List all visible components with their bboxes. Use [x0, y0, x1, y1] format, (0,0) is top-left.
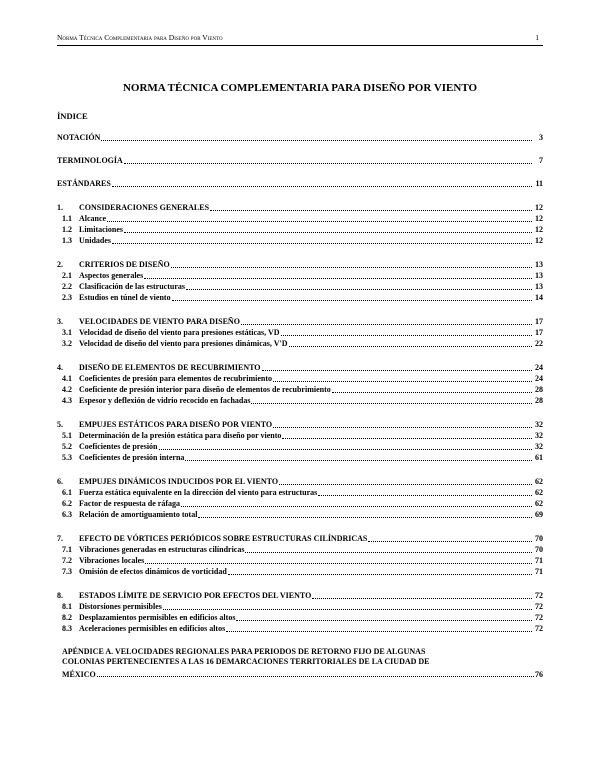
toc-subsection[interactable]: 3.2 Velocidad de diseño del viento para presiones dinámicas, V'D 22 — [62, 339, 543, 348]
toc-subsection[interactable]: 3.1 Velocidad de diseño del viento para presiones estáticas, VD 17 — [62, 328, 543, 337]
toc-section[interactable]: 1. CONSIDERACIONES GENERALES 12 — [57, 203, 543, 212]
appendix-last-line[interactable] — [62, 668, 543, 679]
toc-subsection[interactable]: 6.2 Factor de respuesta de ráfaga 62 — [62, 499, 543, 508]
toc-section[interactable]: 3. VELOCIDADES DE VIENTO PARA DISEÑO 17 — [57, 317, 543, 326]
toc-subsection[interactable]: 8.1 Distorsiones permisibles 72 — [62, 602, 543, 611]
toc-section[interactable]: 7. EFECTO DE VÓRTICES PERIÓDICOS SOBRE ESTRUCTURAS CILÍNDRICAS 70 — [57, 534, 543, 543]
toc-entry-estandares[interactable]: ESTÁNDARES 11 — [57, 179, 543, 188]
toc-subsection[interactable]: 2.1 Aspectos generales 13 — [62, 271, 543, 280]
appendix-line-3: MÉXICO — [62, 670, 96, 679]
toc-subsection[interactable]: 8.3 Aceleraciones permisibles en edificios altos 72 — [62, 624, 543, 633]
toc-subsection[interactable]: 8.2 Desplazamientos permisibles en edificios altos 72 — [62, 613, 543, 622]
appendix-line-1: APÉNDICE A. VELOCIDADES REGIONALES PARA PERIODOS DE RETORNO FIJO DE ALGUNAS — [62, 647, 426, 656]
toc-subsection[interactable]: 7.2 Vibraciones locales 71 — [62, 556, 543, 565]
toc-entry-notacion[interactable]: NOTACIÓN 3 — [57, 133, 543, 142]
toc-subsection[interactable]: 6.3 Relación de amortiguamiento total 69 — [62, 510, 543, 519]
document-title: NORMA TÉCNICA COMPLEMENTARIA PARA DISEÑO POR VIENTO — [122, 82, 478, 94]
toc-section[interactable]: 5. EMPUJES ESTÁTICOS PARA DISEÑO POR VIENTO 32 — [57, 420, 543, 429]
toc-subsection[interactable]: 6.1 Fuerza estática equivalente en la dirección del viento para estructuras 62 — [62, 488, 543, 497]
toc-subsection[interactable]: 5.2 Coeficientes de presión 32 — [62, 442, 543, 451]
toc-subsection[interactable]: 4.1 Coeficientes de presión para elementos de recubrimiento 24 — [62, 374, 543, 383]
toc-section[interactable]: 4. DISEÑO DE ELEMENTOS DE RECUBRIMIENTO 24 — [57, 363, 543, 372]
toc-subsection[interactable]: 4.3 Espesor y deflexión de vidrio recocido en fachadas 28 — [62, 396, 543, 405]
toc-subsection[interactable]: 1.1 Alcance 12 — [62, 214, 543, 223]
running-header — [57, 33, 543, 46]
appendix-page: 76 — [535, 670, 543, 679]
appendix-line-2: COLONIAS PERTENECIENTES A LAS 16 DEMARCACIONES TERRITORIALES DE LA CIUDAD DE — [62, 657, 430, 666]
toc-subsection[interactable]: 2.3 Estudios en túnel de viento 14 — [62, 293, 543, 302]
toc-subsection[interactable]: 7.1 Vibraciones generadas en estructuras cilíndricas 70 — [62, 545, 543, 554]
toc-subsection[interactable]: 7.3 Omisión de efectos dinámicos de vorticidad 71 — [62, 567, 543, 576]
toc-section[interactable]: 8. ESTADOS LÍMITE DE SERVICIO POR EFECTOS DEL VIENTO 72 — [57, 591, 543, 600]
index-heading: ÍNDICE — [57, 111, 88, 121]
toc-subsection[interactable]: 2.2 Clasificación de las estructuras 13 — [62, 282, 543, 291]
toc-subsection[interactable]: 5.3 Coeficientes de presión interna 61 — [62, 453, 543, 462]
running-header-title: Norma Técnica Complementaria para Diseño por Viento — [57, 33, 223, 42]
toc-subsection[interactable]: 4.2 Coeficiente de presión interior para diseño de elementos de recubrimiento 28 — [62, 385, 543, 394]
toc-subsection[interactable]: 5.1 Determinación de la presión estática para diseño por viento 32 — [62, 431, 543, 440]
toc-subsection[interactable]: 1.3 Unidades 12 — [62, 236, 543, 245]
toc-section[interactable]: 6. EMPUJES DINÁMICOS INDUCIDOS POR EL VIENTO 62 — [57, 477, 543, 486]
toc-subsection[interactable]: 1.2 Limitaciones 12 — [62, 225, 543, 234]
page-number: 1 — [535, 33, 539, 42]
toc-entry-terminologia[interactable]: TERMINOLOGÍA 7 — [57, 156, 543, 165]
toc-section[interactable]: 2. CRITERIOS DE DISEÑO 13 — [57, 260, 543, 269]
toc-appendix[interactable] — [62, 647, 532, 667]
